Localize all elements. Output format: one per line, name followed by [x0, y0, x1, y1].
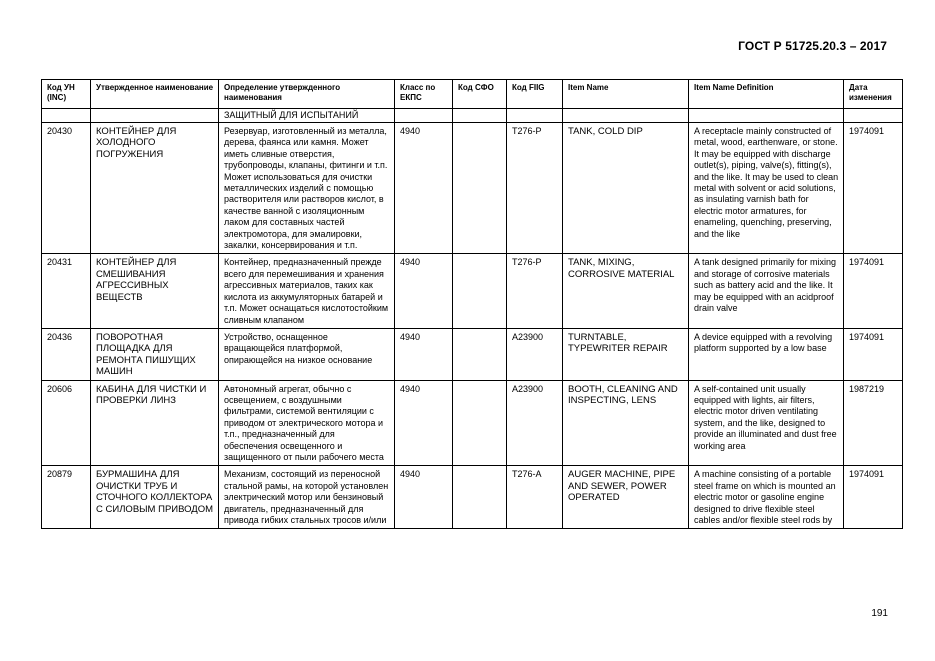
cell-sfo — [453, 123, 507, 254]
cell-inc: 20879 — [42, 466, 91, 529]
col-header-date: Дата изменения — [844, 80, 903, 109]
cell-inc: 20436 — [42, 328, 91, 380]
cell-item-def: A receptacle mainly constructed of metal, wood, earthenware, or stone. It may be equipped with discharge outlet(s), piping, valve(s), fitting(s), and the like. It may be used to clean metal with solvent or acid solutions, as insulating varnish bath for electric motor armatures, for enameling, quenching, preserving, and the like — [689, 123, 844, 254]
document-title: ГОСТ Р 51725.20.3 – 2017 — [738, 39, 887, 53]
col-header-item-name: Item Name — [563, 80, 689, 109]
table-row — [42, 123, 903, 254]
cell-fiig: T276-P — [507, 123, 563, 254]
cell-definition: Контейнер, предназначенный прежде всего для перемешивания и хранения агрессивных материалов, таких как кислота из аккумуляторных батарей и т.п. Может оснащаться кислотостойким сливным клапаном — [219, 254, 395, 328]
cell-date: 1974091 — [844, 123, 903, 254]
col-header-name: Утвержденное наименование — [91, 80, 219, 109]
cell-item-name: AUGER MACHINE, PIPE AND SEWER, POWER OPERATED — [563, 466, 689, 529]
cell-sfo — [453, 328, 507, 380]
cell-ekps: 4940 — [395, 466, 453, 529]
cell-item-def: A tank designed primarily for mixing and storage of corrosive materials such as battery acid and the like. It may be equipped with an acidproof drain valve — [689, 254, 844, 328]
cell-fiig: T276-A — [507, 466, 563, 529]
cell-date: 1987219 — [844, 380, 903, 466]
col-header-fiig: Код FIIG — [507, 80, 563, 109]
cell-definition: Механизм, состоящий из переносной стальной рамы, на которой установлен электрический мотор или бензиновый двигатель, предназначенный для привода гибких стальных тросов и/или — [219, 466, 395, 529]
col-header-definition: Определение утвержденного наименования — [219, 80, 395, 109]
cell-ekps: 4940 — [395, 328, 453, 380]
cell-date: 1974091 — [844, 466, 903, 529]
cell-ekps: 4940 — [395, 380, 453, 466]
items-table — [41, 79, 903, 529]
table-row — [42, 254, 903, 328]
cell-fiig: T276-P — [507, 254, 563, 328]
col-header-inc: Код УН (INC) — [42, 80, 91, 109]
cell-item-def: A machine consisting of a portable steel frame on which is mounted an electric motor or gasoline engine designed to drive flexible steel cables and/or flexible steel rods by — [689, 466, 844, 529]
cell-item-name: BOOTH, CLEANING AND INSPECTING, LENS — [563, 380, 689, 466]
cell-sfo — [453, 380, 507, 466]
cell-item-name: TANK, COLD DIP — [563, 123, 689, 254]
cell-date: 1974091 — [844, 328, 903, 380]
cell-definition: Автономный агрегат, обычно с освещением, с воздушными фильтрами, системой вентиляции с приводом от электрического мотора и т.п., предназначенный для обеспечения освещенного и защищенного от пыли рабочего места — [219, 380, 395, 466]
col-header-item-def: Item Name Definition — [689, 80, 844, 109]
table-header-row — [42, 80, 903, 109]
cell-name: КОНТЕЙНЕР ДЛЯ СМЕШИВАНИЯ АГРЕССИВНЫХ ВЕЩЕСТВ — [91, 254, 219, 328]
table-row — [42, 466, 903, 529]
cell-sfo — [453, 254, 507, 328]
cell-ekps: 4940 — [395, 123, 453, 254]
cell-definition: Устройство, оснащенное вращающейся платформой, опирающейся на низкое основание — [219, 328, 395, 380]
cell-name: ПОВОРОТНАЯ ПЛОЩАДКА ДЛЯ РЕМОНТА ПИШУЩИХ МАШИН — [91, 328, 219, 380]
cell-item-name: TURNTABLE, TYPEWRITER REPAIR — [563, 328, 689, 380]
cell-sfo — [453, 466, 507, 529]
cell-item-def: A self-contained unit usually equipped with lights, air filters, electric motor driven ventilating system, and the like, designed to provide an illuminated and dust free working area — [689, 380, 844, 466]
cell-name: КОНТЕЙНЕР ДЛЯ ХОЛОДНОГО ПОГРУЖЕНИЯ — [91, 123, 219, 254]
cell-definition: Резервуар, изготовленный из металла, дерева, фаянса или камня. Может иметь сливные отверстия, трубопроводы, клапаны, фитинги и т.п. Может использоваться для очистки металлических изделий с помощью растворителя или растворов кислот, в качестве ванной с изоляционным лаком для составных частей электромотора, для эмалировки, закалки, консервирования и т.п. — [219, 123, 395, 254]
continuation-text: ЗАЩИТНЫЙ ДЛЯ ИСПЫТАНИЙ — [219, 109, 395, 123]
table-row — [42, 380, 903, 466]
cell-inc: 20431 — [42, 254, 91, 328]
cell-item-name: TANK, MIXING, CORROSIVE MATERIAL — [563, 254, 689, 328]
col-header-ekps: Класс по ЕКПС — [395, 80, 453, 109]
cell-item-def: A device equipped with a revolving platform supported by a low base — [689, 328, 844, 380]
col-header-sfo: Код СФО — [453, 80, 507, 109]
cell-inc: 20430 — [42, 123, 91, 254]
cell-name: БУРМАШИНА ДЛЯ ОЧИСТКИ ТРУБ И СТОЧНОГО КОЛЛЕКТОРА С СИЛОВЫМ ПРИВОДОМ — [91, 466, 219, 529]
cell-date: 1974091 — [844, 254, 903, 328]
cell-fiig: A23900 — [507, 328, 563, 380]
cell-name: КАБИНА ДЛЯ ЧИСТКИ И ПРОВЕРКИ ЛИНЗ — [91, 380, 219, 466]
cell-ekps: 4940 — [395, 254, 453, 328]
cell-inc: 20606 — [42, 380, 91, 466]
cell-fiig: A23900 — [507, 380, 563, 466]
page-number: 191 — [871, 608, 888, 619]
table-row — [42, 328, 903, 380]
continuation-row — [42, 109, 903, 123]
